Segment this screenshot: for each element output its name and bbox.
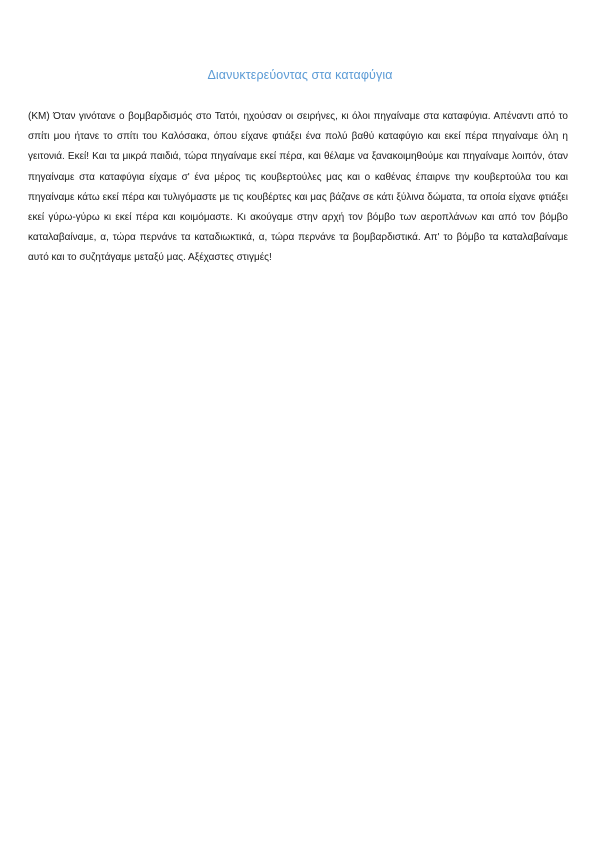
body-paragraph: (ΚΜ) Όταν γινότανε ο βομβαρδισμός στο Τατόι, ηχούσαν οι σειρήνες, κι όλοι πηγαίναμε στα καταφύγια. Απέναντι από το σπίτι μου ήτανε το σπίτι του Καλόσακα, όπου είχανε φτιάξει ένα πολύ βαθύ καταφύγιο και εκεί πέρα πηγαίναμε όλη η γειτονιά. Εκεί! Και τα μικρά παιδιά, τώρα πηγαίναμε εκεί πέρα, και θέλαμε να ξανακοιμηθούμε και πηγαίναμε λοιπόν, όταν πηγαίναμε στα καταφύγια είχαμε σ' ένα μέρος τις κουβερτούλες μας και ο καθένας έπαιρνε την κουβερτούλα του και πηγαίναμε κάτω εκεί πέρα και τυλιγόμαστε με τις κουβέρτες και μας βάζανε σε κάτι ξύλινα δώματα, τα οποία είχανε φτιάξει εκεί γύρω-γύρω κι εκεί πέρα και κοιμόμαστε. Κι ακούγαμε στην αρχή τον βόμβο των αεροπλάνων και από τον βόμβο καταλαβαίναμε, α, τώρα περνάνε τα καταδιωκτικά, α, τώρα περνάνε τα βομβαρδιστικά. Απ' το βόμβο τα καταλαβαίναμε αυτό και το συζητάγαμε μεταξύ μας. Αξέχαστες στιγμές!	[28, 111, 568, 264]
document-title: Διανυκτερεύοντας στα καταφύγια	[207, 68, 393, 82]
